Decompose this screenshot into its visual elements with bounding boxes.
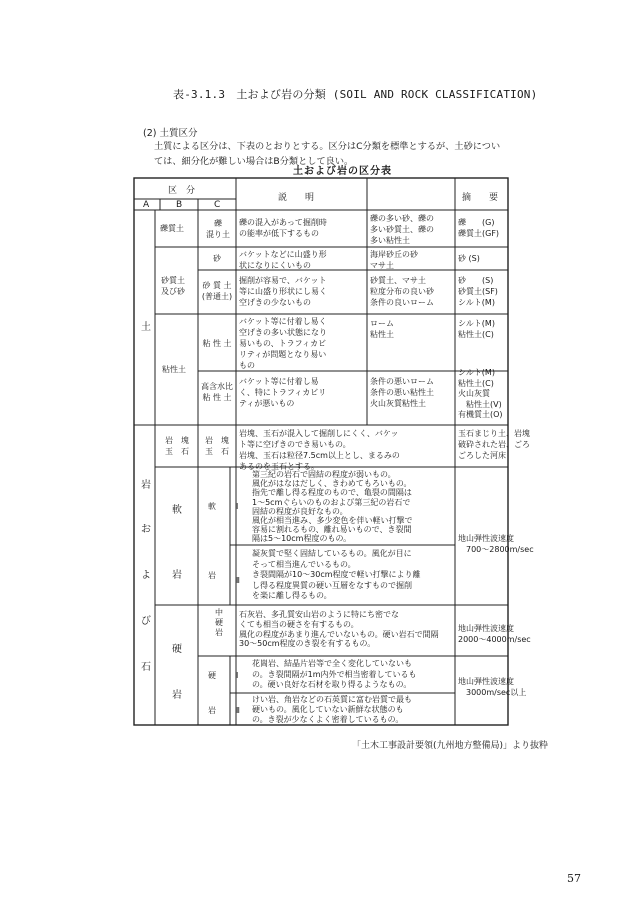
- c-nenseido: 粘 性 土: [202, 339, 232, 348]
- b-nanseki-1: 軟: [172, 505, 182, 516]
- note-nenseido: シルト(M) 粘性土(C): [458, 319, 495, 339]
- note-rekishitsu: 礫 (G) 礫質土(GF): [458, 218, 500, 238]
- label-rock-4: び: [141, 616, 151, 627]
- c-gankai: 岩 塊 玉 石: [205, 436, 229, 456]
- desc-rekishitsu-2: 礫の多い砂、礫の 多い砂質土、礫の 多い粘性土: [370, 214, 434, 245]
- label-rock-3: よ: [141, 570, 151, 581]
- c-sashitsudo: 砂 質 土 (普通土): [201, 281, 233, 301]
- b-rekishitsu: 礫質土: [160, 224, 184, 233]
- num-koseki-1: Ⅰ: [236, 671, 239, 680]
- num-nanseki-2: Ⅱ: [236, 576, 240, 585]
- desc-kogansui-1: バケット等に付着し易 く、特にトラフィカビリ ティが悪いもの: [239, 377, 327, 408]
- source-note: 「土木工事設計要領(九州地方整備局)」より抜粋: [352, 741, 549, 751]
- note-koseki: 地山弾性波速度 3000m/sec以上: [458, 677, 527, 697]
- desc-rekishitsu-1: 礫の混入があって掘削時 の能率が低下するもの: [239, 218, 327, 238]
- header-tekiyo: 摘 要: [462, 193, 499, 203]
- c-nanseki-1: 軟: [208, 502, 216, 511]
- c-koseki-1: 硬: [208, 671, 216, 680]
- desc-gankai: 岩塊、玉石が混入して掘削しにくく、バケッ ト等に空げきのでき易いもの。 岩塊、玉石は粒径7.5cm以上とし、まるみの あるのを玉石とする。: [239, 429, 400, 471]
- desc-suna-2: 海岸砂丘の砂 マサ土: [370, 250, 418, 270]
- b-koseki-1: 硬: [172, 644, 182, 655]
- note-chukoseki: 地山弾性波速度 2000～4000m/sec: [458, 624, 531, 644]
- b-nenseido: 粘性土: [162, 365, 186, 374]
- intro-paragraph: 土質による区分は、下表のとおりとする。区分はC分類を標準とするが、土砂については、細分化が難しい場合はB分類として良い。: [154, 141, 501, 167]
- note-suna: 砂 (S): [458, 254, 480, 263]
- num-koseki-2: Ⅱ: [236, 706, 240, 715]
- note-kogansui: シルト(M) 粘性土(C) 火山灰質 粘性土(V) 有機質土(O): [458, 368, 503, 419]
- c-nanseki-2: 岩: [208, 571, 216, 580]
- note-sashitsudo: 砂 (S) 砂質土(SF) シルト(M): [458, 276, 498, 307]
- c-chukoseki: 中 硬 岩: [215, 608, 223, 637]
- page-number: 57: [567, 872, 581, 885]
- num-nanseki-1: Ⅰ: [236, 502, 239, 511]
- header-a: A: [143, 200, 150, 210]
- table-caption: 土および岩の区分表: [293, 166, 392, 177]
- desc-koseki-1: 花崗岩、結晶片岩等で全く変化していないも の。き裂間隔が1m内外で相当密着しているも の。硬い良好な石材を取り得るようなもの。: [252, 659, 417, 689]
- c-kogansui: 高含水比 粘 性 土: [201, 382, 233, 402]
- b-sashitsu: 砂質土 及び砂: [161, 276, 185, 296]
- c-suna: 砂: [213, 254, 221, 263]
- header-kubun: 区 分: [168, 186, 196, 196]
- desc-nanseki-2: 凝灰質で堅く固結しているもの。風化が目に そって相当進んでいるもの。 き裂間隔が10～30cm程度で軽い打撃により離 し得る程度異質の硬い互層をなすもので掘削 を楽に離し得るもの。: [252, 549, 421, 600]
- c-koseki-2: 岩: [208, 706, 216, 715]
- b-gankai: 岩 塊 玉 石: [165, 436, 189, 456]
- note-nanseki: 地山弾性波速度 700～2800m/sec: [458, 534, 534, 554]
- desc-chukoseki: 石灰岩、多孔質安山岩のように特にち密でな くても相当の硬さを有するもの。 風化の程度があまり進んでいないもの。硬い岩石で間隔 30～50cm程度のき裂を有するもの。: [239, 610, 439, 649]
- desc-nenseido-2: ローム 粘性土: [370, 319, 394, 339]
- desc-suna-1: バケットなどに山盛り形 状になりにくいもの: [239, 250, 327, 270]
- label-rock-2: お: [141, 524, 151, 535]
- header-c: C: [214, 200, 221, 210]
- label-rock-5: 石: [141, 662, 151, 673]
- note-gankai: 玉石まじり土、岩塊 破砕された岩、ごろ ごろした河床: [458, 429, 530, 460]
- desc-sashitsudo-2: 砂質土、マサ土 粒度分布の良い砂 条件の良いローム: [370, 276, 434, 307]
- b-nanseki-2: 岩: [172, 570, 182, 581]
- c-rekishitsu: 礫 混り土: [206, 219, 230, 239]
- desc-sashitsudo-1: 掘削が容易で、バケット 等に山盛り形状にし易く 空げきの少ないもの: [239, 276, 327, 307]
- desc-koseki-2: けい岩、角岩などの石英質に富む岩質で最も 硬いもの。風化していない新鮮な状態のも の。き裂が少なくよく密着しているもの。: [252, 695, 412, 724]
- desc-kogansui-2: 条件の悪いローム 条件の悪い粘性土 火山灰質粘性土: [370, 377, 434, 408]
- label-soil: 土: [141, 322, 151, 333]
- b-koseki-2: 岩: [172, 690, 182, 701]
- section-heading: (2) 土質区分: [143, 128, 198, 139]
- header-b: B: [176, 200, 183, 210]
- header-setsumei: 説 明: [278, 193, 315, 203]
- label-rock-1: 岩: [141, 480, 151, 491]
- desc-nenseido-1: バケット等に付着し易く 空げきの多い状態になり 易いもの、トラフィカビ リティが問題となり易い もの: [239, 317, 327, 370]
- page-title: 表-3.1.3 土および岩の分類 (SOIL AND ROCK CLASSIFICATION): [173, 88, 538, 101]
- desc-nanseki-1: 第三紀の岩石で固結の程度が弱いもの。 風化がはなはだしく、きわめてもろいもの。 指先で離し得る程度のもので、亀裂の間隔は 1～5cmぐらいのものおよび第三紀の岩石で 固結の程度が良好なもの。 風化が相当進み、多少変色を伴い軽い打撃で 容易に割れるもの、離れ易いもので、き裂間 隔は5～10cm程度のもの。: [252, 470, 413, 544]
